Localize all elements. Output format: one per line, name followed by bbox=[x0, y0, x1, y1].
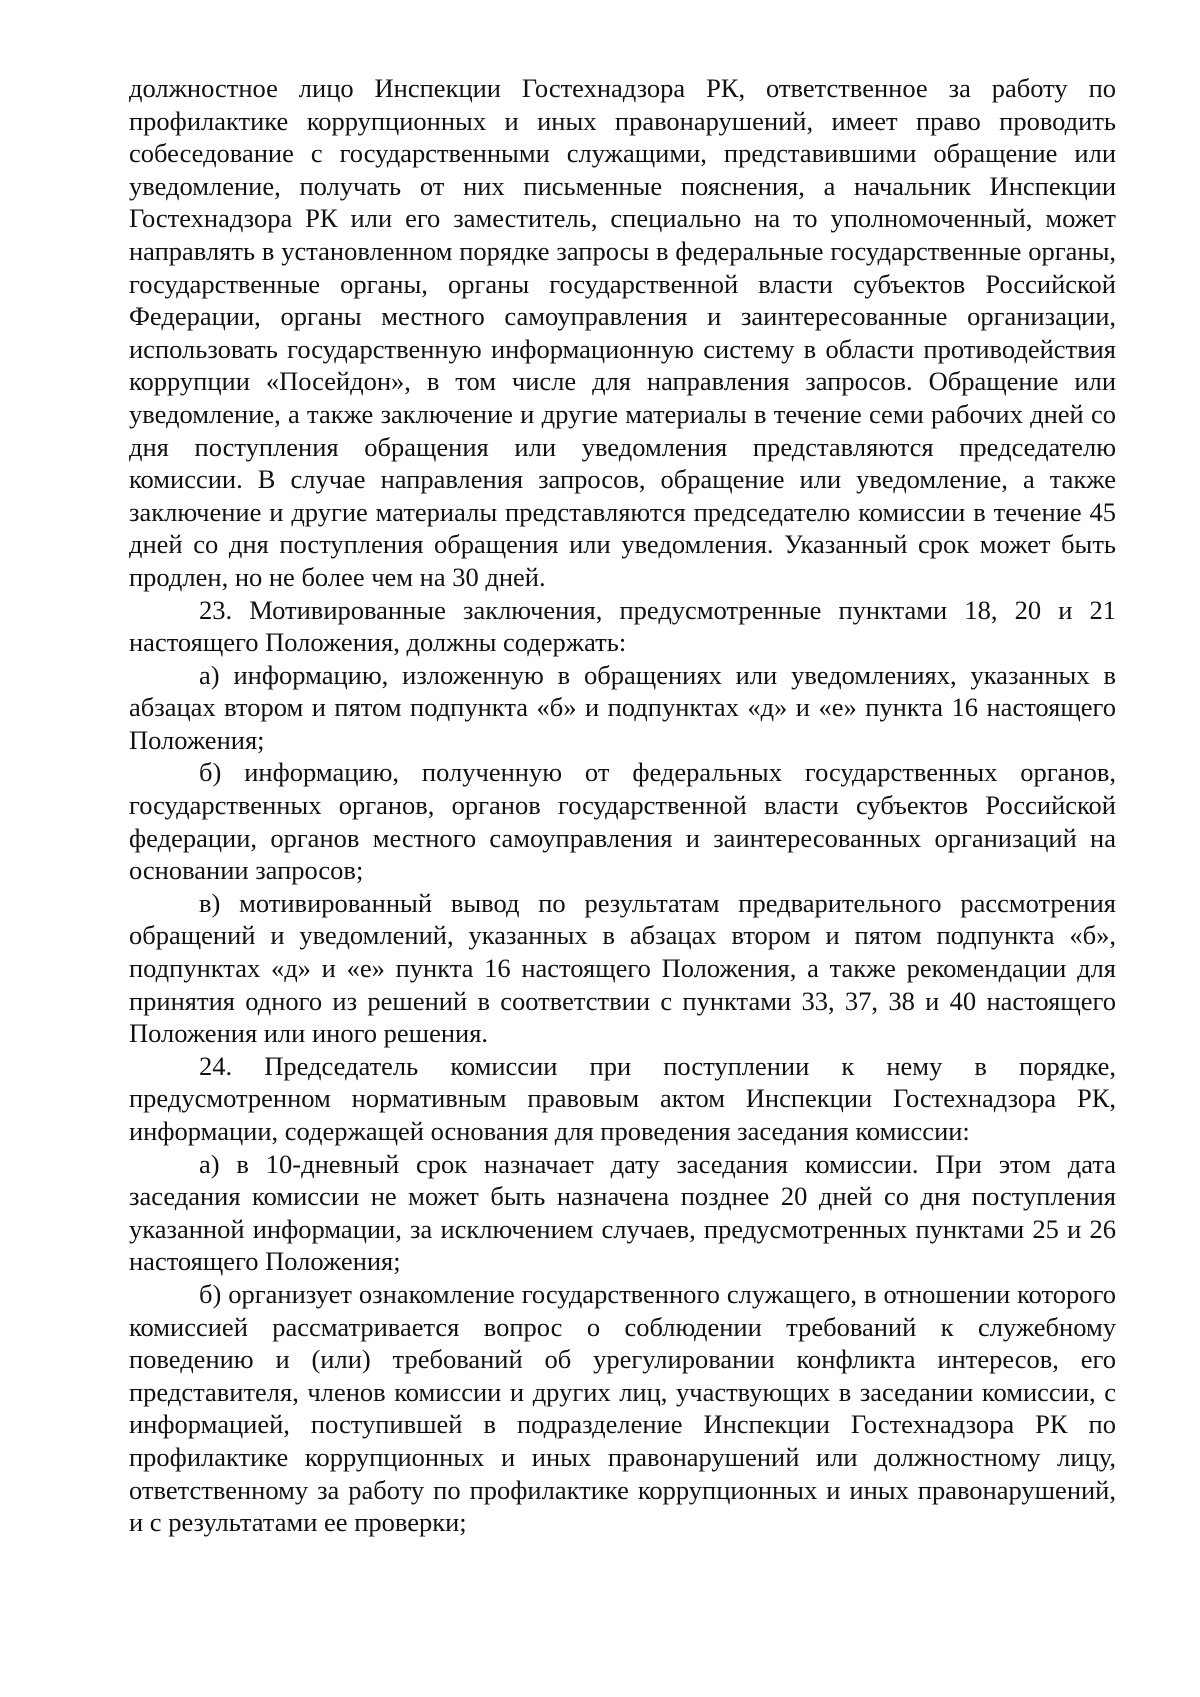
paragraph-item-24-b: б) организует ознакомление государственного служащего, в отношении которого комиссией рассматривается вопрос о соблюдении требований к служебному поведению и (или) требований об урегулировании конфликта интересов, его представителя, членов комиссии и других лиц, участвующих в заседании комиссии, с информацией, поступившей в подразделение Инспекции Гостехнадзора РК по профилактике коррупционных и иных правонарушений или должностному лицу, ответственному за работу по профилактике коррупционных и иных правонарушений, и с результатами ее проверки; bbox=[129, 1278, 1116, 1538]
paragraph-item-23-b: б) информацию, полученную от федеральных государственных органов, государственных органов, органов государственной власти субъектов Российской федерации, органов местного самоуправления и заинтересованных организаций на основании запросов; bbox=[129, 757, 1116, 886]
paragraph-continued-22: должностное лицо Инспекции Гостехнадзора РК, ответственное за работу по профилактике коррупционных и иных правонарушений, имеет право проводить собеседование с государственными служащими, представившими обращение или уведомление, получать от них письменные пояснения, а начальник Инспекции Гостехнадзора РК или его заместитель, специально на то уполномоченный, может направлять в установленном порядке запросы в федеральные государственные органы, государственные органы, органы государственной власти субъектов Российской Федерации, органы местного самоуправления и заинтересованные организации, использовать государственную информационную систему в области противодействия коррупции «Посейдон», в том числе для направления запросов. Обращение или уведомление, а также заключение и другие материалы в течение семи рабочих дней со дня поступления обращения или уведомления представляются председателю комиссии. В случае направления запросов, обращение или уведомление, а также заключение и другие материалы представляются председателю комиссии в течение 45 дней со дня поступления обращения или уведомления. Указанный срок может быть продлен, но не более чем на 30 дней. bbox=[129, 73, 1116, 592]
paragraph-item-24: 24. Председатель комиссии при поступлении к нему в порядке, предусмотренном нормативным правовым актом Инспекции Гостехнадзора РК, информации, содержащей основания для проведения заседания комиссии: bbox=[129, 1050, 1116, 1146]
paragraph-item-23-a: а) информацию, изложенную в обращениях или уведомлениях, указанных в абзацах втором и пятом подпункта «б» и подпунктах «д» и «е» пункта 16 настоящего Положения; bbox=[129, 659, 1116, 755]
paragraph-item-24-a: а) в 10-дневный срок назначает дату заседания комиссии. При этом дата заседания комиссии не может быть назначена позднее 20 дней со дня поступления указанной информации, за исключением случаев, предусмотренных пунктами 25 и 26 настоящего Положения; bbox=[129, 1148, 1116, 1277]
paragraph-item-23-v: в) мотивированный вывод по результатам предварительного рассмотрения обращений и уведомлений, указанных в абзацах втором и пятом подпункта «б», подпунктах «д» и «е» пункта 16 настоящего Положения, а также рекомендации для принятия одного из решений в соответствии с пунктами 33, 37, 38 и 40 настоящего Положения или иного решения. bbox=[129, 887, 1116, 1049]
paragraph-item-23: 23. Мотивированные заключения, предусмотренные пунктами 18, 20 и 21 настоящего Положения, должны содержать: bbox=[129, 594, 1116, 658]
